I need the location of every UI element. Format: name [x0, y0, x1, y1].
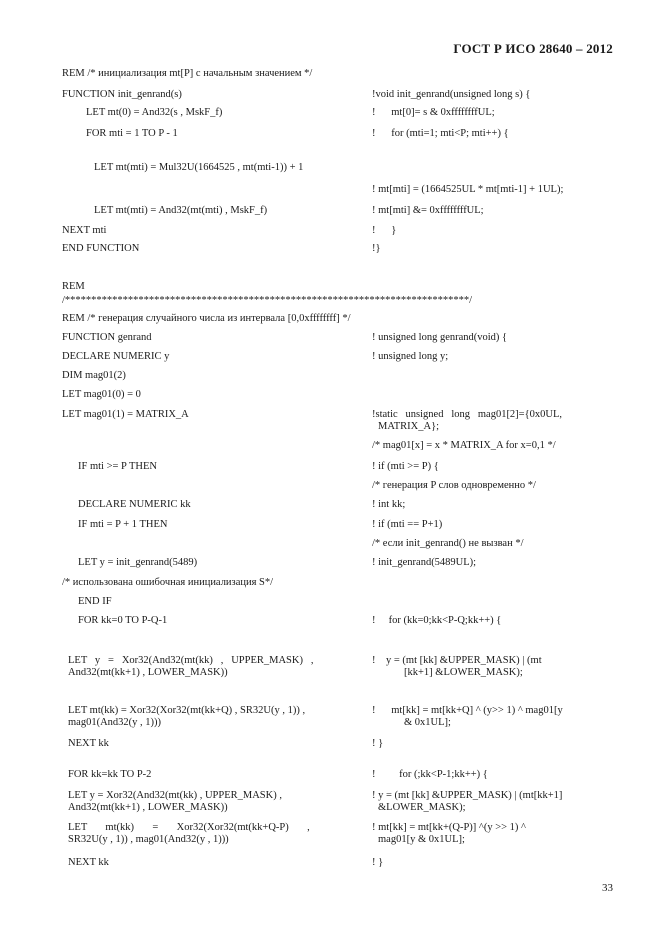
c-comment-line: ! if (mti == P+1) — [372, 519, 443, 530]
basic-code-line: END IF — [78, 596, 112, 607]
basic-code-line: DECLARE NUMERIC kk — [78, 499, 191, 510]
basic-code-line: IF mti >= P THEN — [78, 461, 157, 472]
c-comment-line: ! for (mti=1; mti<P; mti++) { — [372, 128, 509, 139]
basic-code-line: FOR kk=kk TO P-2 — [68, 769, 152, 780]
c-comment-line: ! mt[kk] = mt[kk+(Q-P)] ^(y >> 1) ^ — [372, 822, 526, 833]
basic-code-line: LET y = Xor32(And32(mt(kk) , UPPER_MASK) , — [68, 790, 282, 801]
basic-code-line: LET mt(0) = And32(s , MskF_f) — [86, 107, 223, 118]
c-comment-line: !static unsigned long mag01[2]={0x0UL, — [372, 409, 563, 420]
basic-code-line: REM /* инициализация mt[P] с начальным значением */ — [62, 68, 313, 79]
basic-code-line: LET mt(mti) = Mul32U(1664525 , mt(mti-1)) + 1 — [94, 162, 304, 173]
basic-code-line: FOR kk=0 TO P-Q-1 — [78, 615, 168, 626]
basic-code-line: END FUNCTION — [62, 243, 140, 254]
basic-code-line: mag01(And32(y , 1))) — [68, 717, 162, 728]
basic-code-line: /* использована ошибочная инициализация S*/ — [62, 577, 274, 588]
c-comment-line: !} — [372, 243, 381, 254]
c-comment-line: ! mt[0]= s & 0xffffffffUL; — [372, 107, 495, 118]
basic-code-line: NEXT mti — [62, 225, 107, 236]
basic-code-line: DIM mag01(2) — [62, 370, 126, 381]
c-comment-line: ! unsigned long genrand(void) { — [372, 332, 508, 343]
basic-code-line: LET mag01(1) = MATRIX_A — [62, 409, 189, 420]
c-comment-line: ! mt[mti] = (1664525UL * mt[mti-1] + 1UL); — [372, 184, 564, 195]
c-comment-line: /* mag01[x] = x * MATRIX_A for x=0,1 */ — [372, 440, 556, 451]
basic-code-line: LET mt(mti) = And32(mt(mti) , MskF_f) — [94, 205, 268, 216]
c-comment-line: MATRIX_A}; — [378, 421, 440, 432]
c-comment-line: &LOWER_MASK); — [378, 802, 466, 813]
c-comment-line: ! y = (mt [kk] &UPPER_MASK) | (mt[kk+1] — [372, 790, 563, 801]
basic-code-line: NEXT kk — [68, 857, 109, 868]
basic-code-line: NEXT kk — [68, 738, 109, 749]
c-comment-line: mag01[y & 0x1UL]; — [378, 834, 465, 845]
basic-code-line: FUNCTION init_genrand(s) — [62, 89, 182, 100]
basic-code-line: LET y = init_genrand(5489) — [78, 557, 198, 568]
basic-code-line: DECLARE NUMERIC y — [62, 351, 170, 362]
c-comment-line: ! unsigned long y; — [372, 351, 449, 362]
page-number: 33 — [602, 882, 613, 894]
c-comment-line: !void init_genrand(unsigned long s) { — [372, 89, 531, 100]
document-header: ГОСТ Р ИСО 28640 – 2012 — [453, 41, 613, 56]
c-comment-line: /* генерация P слов одновременно */ — [372, 480, 536, 491]
basic-code-line: And32(mt(kk+1) , LOWER_MASK)) — [68, 802, 228, 813]
c-comment-line: ! } — [372, 857, 384, 868]
c-comment-line: ! } — [372, 738, 384, 749]
c-comment-line: ! for (kk=0;kk<P-Q;kk++) { — [372, 615, 502, 626]
basic-code-line: FOR mti = 1 TO P - 1 — [86, 128, 178, 139]
c-comment-line: ! mt[mti] &= 0xffffffffUL; — [372, 205, 484, 216]
c-comment-line: [kk+1] &LOWER_MASK); — [404, 667, 523, 678]
basic-code-line: And32(mt(kk+1) , LOWER_MASK)) — [68, 667, 228, 678]
basic-code-line: IF mti = P + 1 THEN — [78, 519, 168, 530]
c-comment-line: ! for (;kk<P-1;kk++) { — [372, 769, 488, 780]
c-comment-line: ! if (mti >= P) { — [372, 461, 439, 472]
basic-code-line: /*****************************************************************************/ — [62, 295, 473, 306]
basic-code-line: REM /* генерация случайного числа из интервала [0,0xffffffff] */ — [62, 313, 351, 324]
basic-code-line: REM — [62, 281, 85, 292]
basic-code-line: SR32U(y , 1)) , mag01(And32(y , 1))) — [68, 834, 229, 845]
basic-code-line: FUNCTION genrand — [62, 332, 152, 343]
c-comment-line: ! y = (mt [kk] &UPPER_MASK) | (mt — [372, 655, 542, 666]
c-comment-line: & 0x1UL]; — [404, 717, 451, 728]
c-comment-line: ! int kk; — [372, 499, 406, 510]
basic-code-line: LET y = Xor32(And32(mt(kk) , UPPER_MASK) , — [68, 655, 314, 666]
c-comment-line: /* если init_genrand() не вызван */ — [372, 538, 524, 549]
c-comment-line: ! } — [372, 225, 397, 236]
basic-code-line: LET mt(kk) = Xor32(Xor32(mt(kk+Q) , SR32U(y , 1)) , — [68, 705, 306, 716]
c-comment-line: ! init_genrand(5489UL); — [372, 557, 477, 568]
basic-code-line: LET mt(kk) = Xor32(Xor32(mt(kk+Q-P) , — [68, 822, 310, 833]
basic-code-line: LET mag01(0) = 0 — [62, 389, 141, 400]
c-comment-line: ! mt[kk] = mt[kk+Q] ^ (y>> 1) ^ mag01[y — [372, 705, 563, 716]
